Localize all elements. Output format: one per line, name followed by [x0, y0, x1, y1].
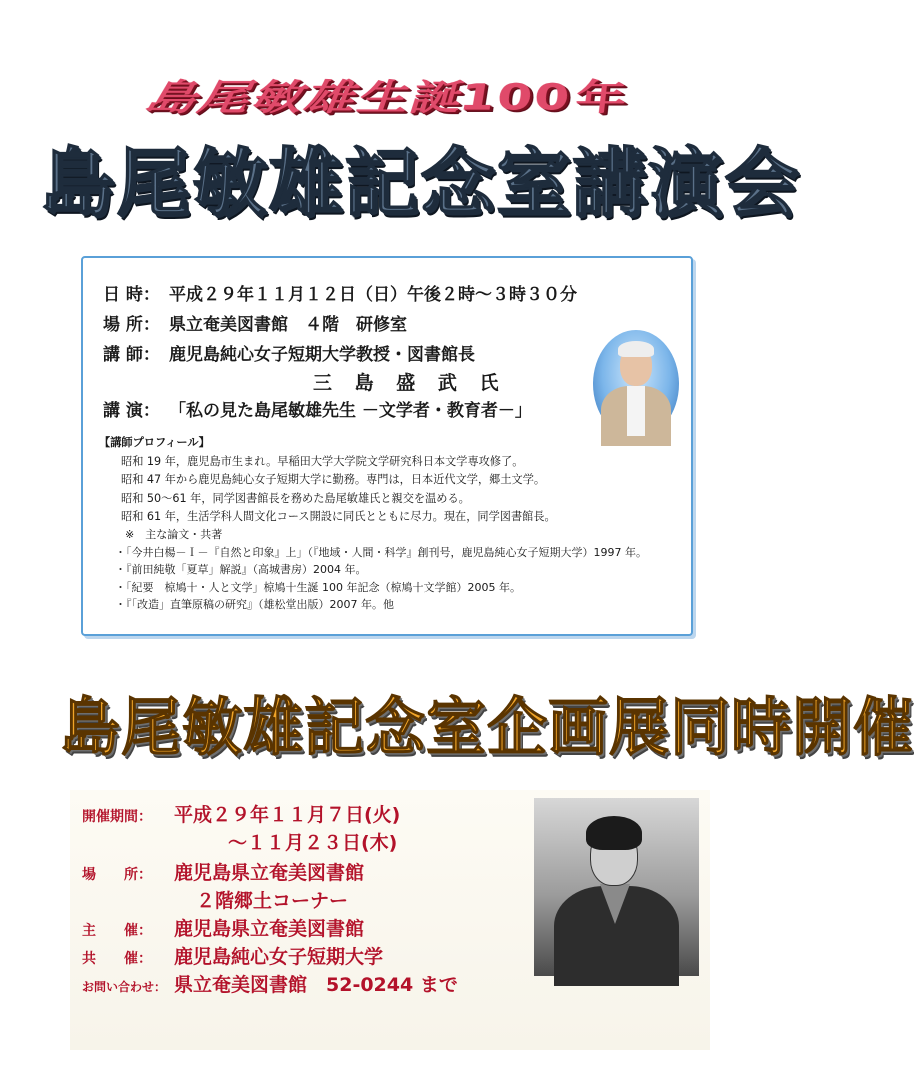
- host-value: 鹿児島県立奄美図書館: [174, 918, 365, 940]
- works-item: ・『「改造」直筆原稿の研究』（雄松堂出版）2007 年。他: [115, 598, 394, 611]
- cohost-label: 共 催：: [82, 951, 152, 967]
- profile-line: 昭和 47 年から鹿児島純心女子短期大学に勤務。専門は，日本近代文学，郷土文学。: [121, 473, 546, 486]
- works-heading: ※ 主な論文・共著: [125, 528, 223, 541]
- profile-line: 昭和 50～61 年，同学図書館長を務めた島尾敏雄氏と親交を温める。: [121, 491, 470, 505]
- speaker-label: 講 師：: [103, 345, 160, 365]
- lecture-datetime: [103, 280, 577, 305]
- profile-heading: 【講師プロフィール】: [99, 436, 210, 449]
- host-label: 主 催：: [82, 923, 152, 939]
- talk-title: 「私の見た島尾敏雄先生 －文学者・教育者－」: [169, 401, 532, 421]
- works-item: ・「紀要 椋鳩十・人と文学」椋鳩十生誕 100 年記念（椋鳩十文学館）2005 年。: [115, 580, 521, 594]
- speaker-profile: [99, 434, 556, 527]
- exhibition-cohost: [82, 942, 383, 969]
- contact-label: お問い合わせ：: [82, 980, 167, 994]
- profile-line: 昭和 19 年，鹿児島市生まれ。早稲田大学大学院文学研究科日本文学専攻修了。: [121, 454, 524, 468]
- lecture-headline: 島尾敏雄記念室講演会: [40, 140, 800, 226]
- exhibition-period: [82, 800, 400, 827]
- works-item: ・「今井白楊－Ｉ－『自然と印象』上」（『地域・人間・科学』創刊号，鹿児島純心女子短期大学）1997 年。: [115, 545, 647, 559]
- author-portrait: [534, 798, 699, 976]
- datetime-value: 平成２９年１１月１２日（日）午後２時～３時３０分: [169, 285, 577, 305]
- works-list: [115, 526, 647, 614]
- speaker-photo: [593, 330, 679, 438]
- anniversary-headline: 島尾敏雄生誕100年: [140, 76, 630, 119]
- place-label: 場 所：: [103, 315, 160, 335]
- exhibition-contact: [82, 970, 458, 997]
- lecture-talk: [103, 396, 532, 421]
- period-end: ～１１月２３日(木): [228, 832, 398, 854]
- lecture-place: [103, 310, 407, 335]
- exhibition-host: [82, 914, 364, 941]
- lecture-speaker: [103, 340, 475, 365]
- speaker-title: 鹿児島純心女子短期大学教授・図書館長: [169, 345, 475, 365]
- exhibition-headline: 島尾敏雄記念室企画展同時開催: [60, 691, 914, 765]
- period-label: 開催期間：: [82, 809, 152, 825]
- profile-line: 昭和 61 年，生活学科人間文化コース開設に同氏とともに尽力。現在，同学図書館長。: [121, 510, 556, 523]
- ex-place-value: 鹿児島県立奄美図書館: [174, 862, 365, 884]
- ex-place-detail: ２階郷土コーナー: [196, 890, 349, 912]
- speaker-name: 三 島 盛 武 氏: [313, 372, 507, 394]
- lecture-info-box: [81, 256, 693, 636]
- cohost-value: 鹿児島純心女子短期大学: [174, 946, 384, 968]
- contact-value: 県立奄美図書館 52-0244 まで: [174, 974, 458, 996]
- datetime-label: 日 時：: [103, 285, 160, 305]
- talk-label: 講 演：: [103, 401, 160, 421]
- ex-place-label: 場 所：: [82, 867, 152, 883]
- works-item: ・『前田純敬「夏草」解説』（高城書房）2004 年。: [115, 563, 367, 576]
- period-start: 平成２９年１１月７日(火): [174, 804, 401, 826]
- exhibition-place: [82, 858, 364, 885]
- place-value: 県立奄美図書館 ４階 研修室: [169, 315, 407, 335]
